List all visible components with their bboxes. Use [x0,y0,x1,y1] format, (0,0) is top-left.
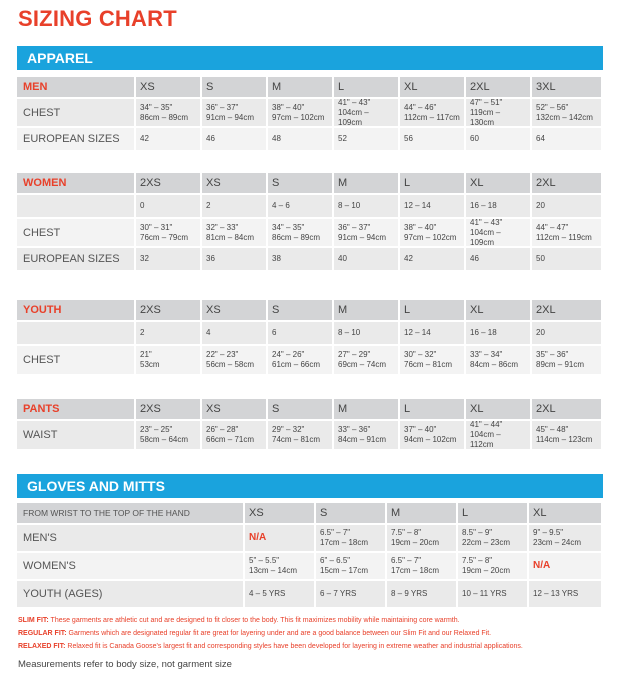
size-header: XL [400,77,466,99]
table-cell [136,421,202,451]
table-cell [387,581,458,609]
table-cell [202,248,268,272]
table-cell [136,219,202,248]
table-cell [458,525,529,553]
cell-line: 2 [206,201,211,210]
cell-line: 86cm – 89cm [272,232,321,242]
size-header: L [400,399,466,421]
cell-line: 56 [404,134,413,143]
table-cell [334,248,400,272]
cell-line: 32" – 33" [206,222,239,232]
size-header: XL [466,300,532,322]
cell-line: 20 [536,328,545,337]
cell-line: 52 [338,134,347,143]
table-row [17,553,603,581]
table-cell [245,553,316,581]
table-row [17,581,603,609]
cell-line: 8.5" – 9" [462,528,493,537]
cell-line: 12 – 14 [404,328,431,337]
table-header-row [17,77,603,99]
cell-line: 6.5" – 7" [391,556,422,565]
cell-line: 76cm – 79cm [140,232,189,242]
table-cell [532,99,603,128]
cell-line: 53cm [140,360,160,369]
cell-line: 50 [536,254,545,263]
slim-fit-text: These garments are athletic cut and are designed to fit closer to the body. This fit maximizes mobility while maintaining core warmth. [48,617,460,624]
table-cell [529,553,603,581]
cell-line: 35" – 36" [536,350,569,359]
cell-line: 41" – 44" [470,420,503,429]
cell-line: 10 – 11 YRS [462,589,507,598]
cell-line: 66cm – 71cm [206,435,255,444]
size-header: 3XL [532,77,603,99]
size-header: L [334,77,400,99]
row-label: CHEST [17,346,136,376]
gloves-section-header: GLOVES AND MITTS [17,474,603,498]
cell-line: 38" – 40" [404,222,437,232]
women-table [17,173,603,272]
relaxed-fit-note [18,643,523,650]
slim-fit-label: SLIM FIT: [18,617,49,624]
cell-line: 91cm – 94cm [206,112,255,122]
cell-line: 5" – 5.5" [249,556,280,565]
size-header: S [202,77,268,99]
table-cell [202,421,268,451]
cell-line: 16 – 18 [470,328,497,337]
table-cell [466,128,532,152]
cell-line: 30" – 31" [140,222,173,232]
size-header: 2XS [136,399,202,421]
size-header: 2XS [136,300,202,322]
slim-fit-note [18,617,460,624]
cell-line: 37" – 40" [404,425,437,434]
cell-line: 36" – 37" [338,222,371,232]
cell-line: 114cm – 123cm [536,435,593,444]
cell-line: 58cm – 64cm [140,435,189,444]
cell-line: 42 [140,134,149,143]
size-header: XS [202,399,268,421]
cell-line: 32 [140,254,149,263]
row-label: YOUTH (AGES) [17,581,245,609]
size-header: 2XL [532,300,603,322]
cell-line: 46 [470,254,479,263]
table-cell [529,525,603,553]
size-header: S [268,300,334,322]
cell-line: 27" – 29" [338,350,371,359]
cell-line: 17cm – 18cm [320,538,369,547]
table-cell [334,99,400,128]
size-header: M [334,300,400,322]
table-cell [136,248,202,272]
row-label: CHEST [17,219,136,248]
table-row [17,421,603,451]
table-cell [400,99,466,128]
cell-line: 7.5" – 8" [391,528,422,537]
table-cell [529,581,603,609]
cell-line: 6 [272,328,277,337]
table-cell [334,219,400,248]
apparel-section-header: APPAREL [17,46,603,70]
table-cell [136,346,202,376]
table-cell [202,99,268,128]
table-row [17,248,603,272]
row-label: WOMEN'S [17,553,245,581]
table-cell [334,322,400,346]
table-cell [400,421,466,451]
table-cell [466,248,532,272]
cell-line: N/A [249,532,267,543]
table-cell [136,99,202,128]
cell-line: 6" – 6.5" [320,556,351,565]
cell-line: 112cm – 117cm [404,112,460,122]
cell-line: 29" – 32" [272,425,305,434]
cell-line: 4 – 5 YRS [249,589,286,598]
cell-line: 44" – 46" [404,102,437,112]
size-header: M [387,503,458,525]
table-cell [245,525,316,553]
table-cell [466,421,532,451]
table-cell [400,219,466,248]
size-header: 2XS [136,173,202,195]
table-cell [466,322,532,346]
cell-line: 0 [140,201,145,210]
table-cell [202,322,268,346]
table-header-row [17,173,603,195]
cell-line: 84cm – 91cm [338,435,387,444]
row-label: EUROPEAN SIZES [17,248,136,272]
table-row [17,128,603,152]
cell-line: N/A [533,560,551,571]
table-cell [316,581,387,609]
cell-line: 6.5" – 7" [320,528,351,537]
measurement-label: FROM WRIST TO THE TOP OF THE HAND [17,503,245,525]
cell-line: 94cm – 102cm [404,435,457,444]
gloves-table [17,503,603,609]
cell-line: 21" [140,350,152,359]
cell-line: 89cm – 91cm [536,360,585,369]
cell-line: 86cm – 89cm [140,112,189,122]
size-header: 2XL [532,399,603,421]
cell-line: 112cm – 119cm [536,232,592,242]
table-cell [458,553,529,581]
cell-line: 22" – 23" [206,350,239,359]
table-cell [202,346,268,376]
table-cell [334,421,400,451]
cell-line: 46 [206,134,215,143]
table-cell [136,128,202,152]
table-header-row [17,503,603,525]
table-cell [387,553,458,581]
cell-line: 74cm – 81cm [272,435,321,444]
cell-line: 119cm – 130cm [470,107,501,127]
table-cell [466,195,532,219]
cell-line: 40 [338,254,347,263]
cell-line: 4 [206,328,211,337]
table-cell [532,346,603,376]
cell-line: 132cm – 142cm [536,112,593,122]
size-header: M [268,77,334,99]
size-header: M [334,399,400,421]
cell-line: 6 – 7 YRS [320,589,357,598]
table-row [17,525,603,553]
table-cell [268,322,334,346]
pants-category-label: PANTS [17,399,136,421]
size-header: XS [136,77,202,99]
table-cell [334,195,400,219]
measurement-footnote: Measurements refer to body size, not garment size [18,659,232,670]
cell-line: 23cm – 24cm [533,538,582,547]
table-row [17,195,603,219]
table-cell [268,219,334,248]
table-cell [202,219,268,248]
cell-line: 38 [272,254,281,263]
size-header: 2XL [532,173,603,195]
cell-line: 81cm – 84cm [206,232,255,242]
cell-line: 48 [272,134,281,143]
cell-line: 84cm – 86cm [470,360,519,369]
size-header: L [458,503,529,525]
cell-line: 36 [206,254,215,263]
table-cell [458,581,529,609]
size-header: 2XL [466,77,532,99]
cell-line: 41" – 43" [338,97,371,107]
row-label: MEN'S [17,525,245,553]
table-cell [334,346,400,376]
cell-line: 17cm – 18cm [391,566,440,575]
cell-line: 44" – 47" [536,222,569,232]
table-cell [466,99,532,128]
cell-line: 45" – 48" [536,425,569,434]
cell-line: 42 [404,254,413,263]
table-cell [400,248,466,272]
cell-line: 19cm – 20cm [462,566,511,575]
cell-line: 97cm – 102cm [272,112,325,122]
cell-line: 7.5" – 8" [462,556,493,565]
youth-table [17,300,603,376]
size-header: XL [529,503,603,525]
row-label: WAIST [17,421,136,451]
size-header: XL [466,173,532,195]
cell-line: 47" – 51" [470,97,503,107]
table-cell [400,322,466,346]
table-cell [532,322,603,346]
table-cell [136,195,202,219]
table-cell [268,248,334,272]
table-row [17,346,603,376]
cell-line: 22cm – 23cm [462,538,511,547]
cell-line: 34" – 35" [272,222,305,232]
regular-fit-text: Garments which are designated regular fit are great for layering under and are a good balance between our Slim Fit and our Relaxed Fit. [66,630,492,637]
cell-line: 4 – 6 [272,201,290,210]
size-header: XS [202,300,268,322]
cell-line: 56cm – 58cm [206,360,255,369]
cell-line: 8 – 10 [338,201,361,210]
cell-line: 41" – 43" [470,217,503,227]
size-header: XS [245,503,316,525]
size-header: XL [466,399,532,421]
men-table [17,77,603,152]
cell-line: 26" – 28" [206,425,239,434]
table-cell [400,128,466,152]
cell-line: 64 [536,134,545,143]
table-cell [532,248,603,272]
row-label [17,195,136,219]
table-header-row [17,300,603,322]
table-cell [268,421,334,451]
table-cell [532,421,603,451]
cell-line: 8 – 9 YRS [391,589,428,598]
cell-line: 36" – 37" [206,102,239,112]
row-label [17,322,136,346]
cell-line: 104cm – 109cm [470,227,501,247]
table-cell [532,128,603,152]
size-header: S [268,173,334,195]
cell-line: 60 [470,134,479,143]
cell-line: 8 – 10 [338,328,361,337]
cell-line: 76cm – 81cm [404,360,453,369]
cell-line: 13cm – 14cm [249,566,298,575]
row-label: CHEST [17,99,136,128]
table-row [17,99,603,128]
men-category-label: MEN [17,77,136,99]
table-cell [400,346,466,376]
table-cell [202,195,268,219]
women-category-label: WOMEN [17,173,136,195]
cell-line: 20 [536,201,545,210]
table-cell [466,219,532,248]
youth-category-label: YOUTH [17,300,136,322]
table-cell [532,195,603,219]
cell-line: 34" – 35" [140,102,173,112]
relaxed-fit-text: Relaxed fit is Canada Goose's largest fit and corresponding styles have been developed for layering in extreme weather and industrial applications. [65,643,523,650]
cell-line: 12 – 13 YRS [533,589,579,598]
cell-line: 61cm – 66cm [272,360,321,369]
table-row [17,219,603,248]
table-cell [268,346,334,376]
cell-line: 33" – 34" [470,350,503,359]
page-title: SIZING CHART [18,6,177,31]
cell-line: 16 – 18 [470,201,497,210]
cell-line: 33" – 36" [338,425,371,434]
table-cell [268,99,334,128]
cell-line: 91cm – 94cm [338,232,387,242]
size-header: L [400,300,466,322]
table-cell [532,219,603,248]
cell-line: 23" – 25" [140,425,173,434]
table-cell [245,581,316,609]
cell-line: 24" – 26" [272,350,305,359]
cell-line: 104cm – 109cm [338,107,369,127]
pants-table [17,399,603,451]
size-header: S [316,503,387,525]
row-label: EUROPEAN SIZES [17,128,136,152]
regular-fit-label: REGULAR FIT: [18,630,67,637]
table-cell [334,128,400,152]
size-header: S [268,399,334,421]
table-header-row [17,399,603,421]
cell-line: 52" – 56" [536,102,569,112]
cell-line: 97cm – 102cm [404,232,457,242]
table-cell [136,322,202,346]
cell-line: 12 – 14 [404,201,431,210]
table-cell [202,128,268,152]
table-cell [268,128,334,152]
cell-line: 30" – 32" [404,350,437,359]
size-header: XS [202,173,268,195]
cell-line: 19cm – 20cm [391,538,440,547]
table-cell [316,525,387,553]
table-cell [466,346,532,376]
cell-line: 9" – 9.5" [533,528,564,537]
cell-line: 69cm – 74cm [338,360,387,369]
table-cell [268,195,334,219]
size-header: M [334,173,400,195]
cell-line: 38" – 40" [272,102,305,112]
table-cell [387,525,458,553]
cell-line: 15cm – 17cm [320,566,369,575]
regular-fit-note [18,630,491,637]
table-cell [400,195,466,219]
cell-line: 2 [140,328,145,337]
table-cell [316,553,387,581]
cell-line: 104cm – 112cm [470,430,501,449]
size-header: L [400,173,466,195]
relaxed-fit-label: RELAXED FIT: [18,643,66,650]
table-row [17,322,603,346]
